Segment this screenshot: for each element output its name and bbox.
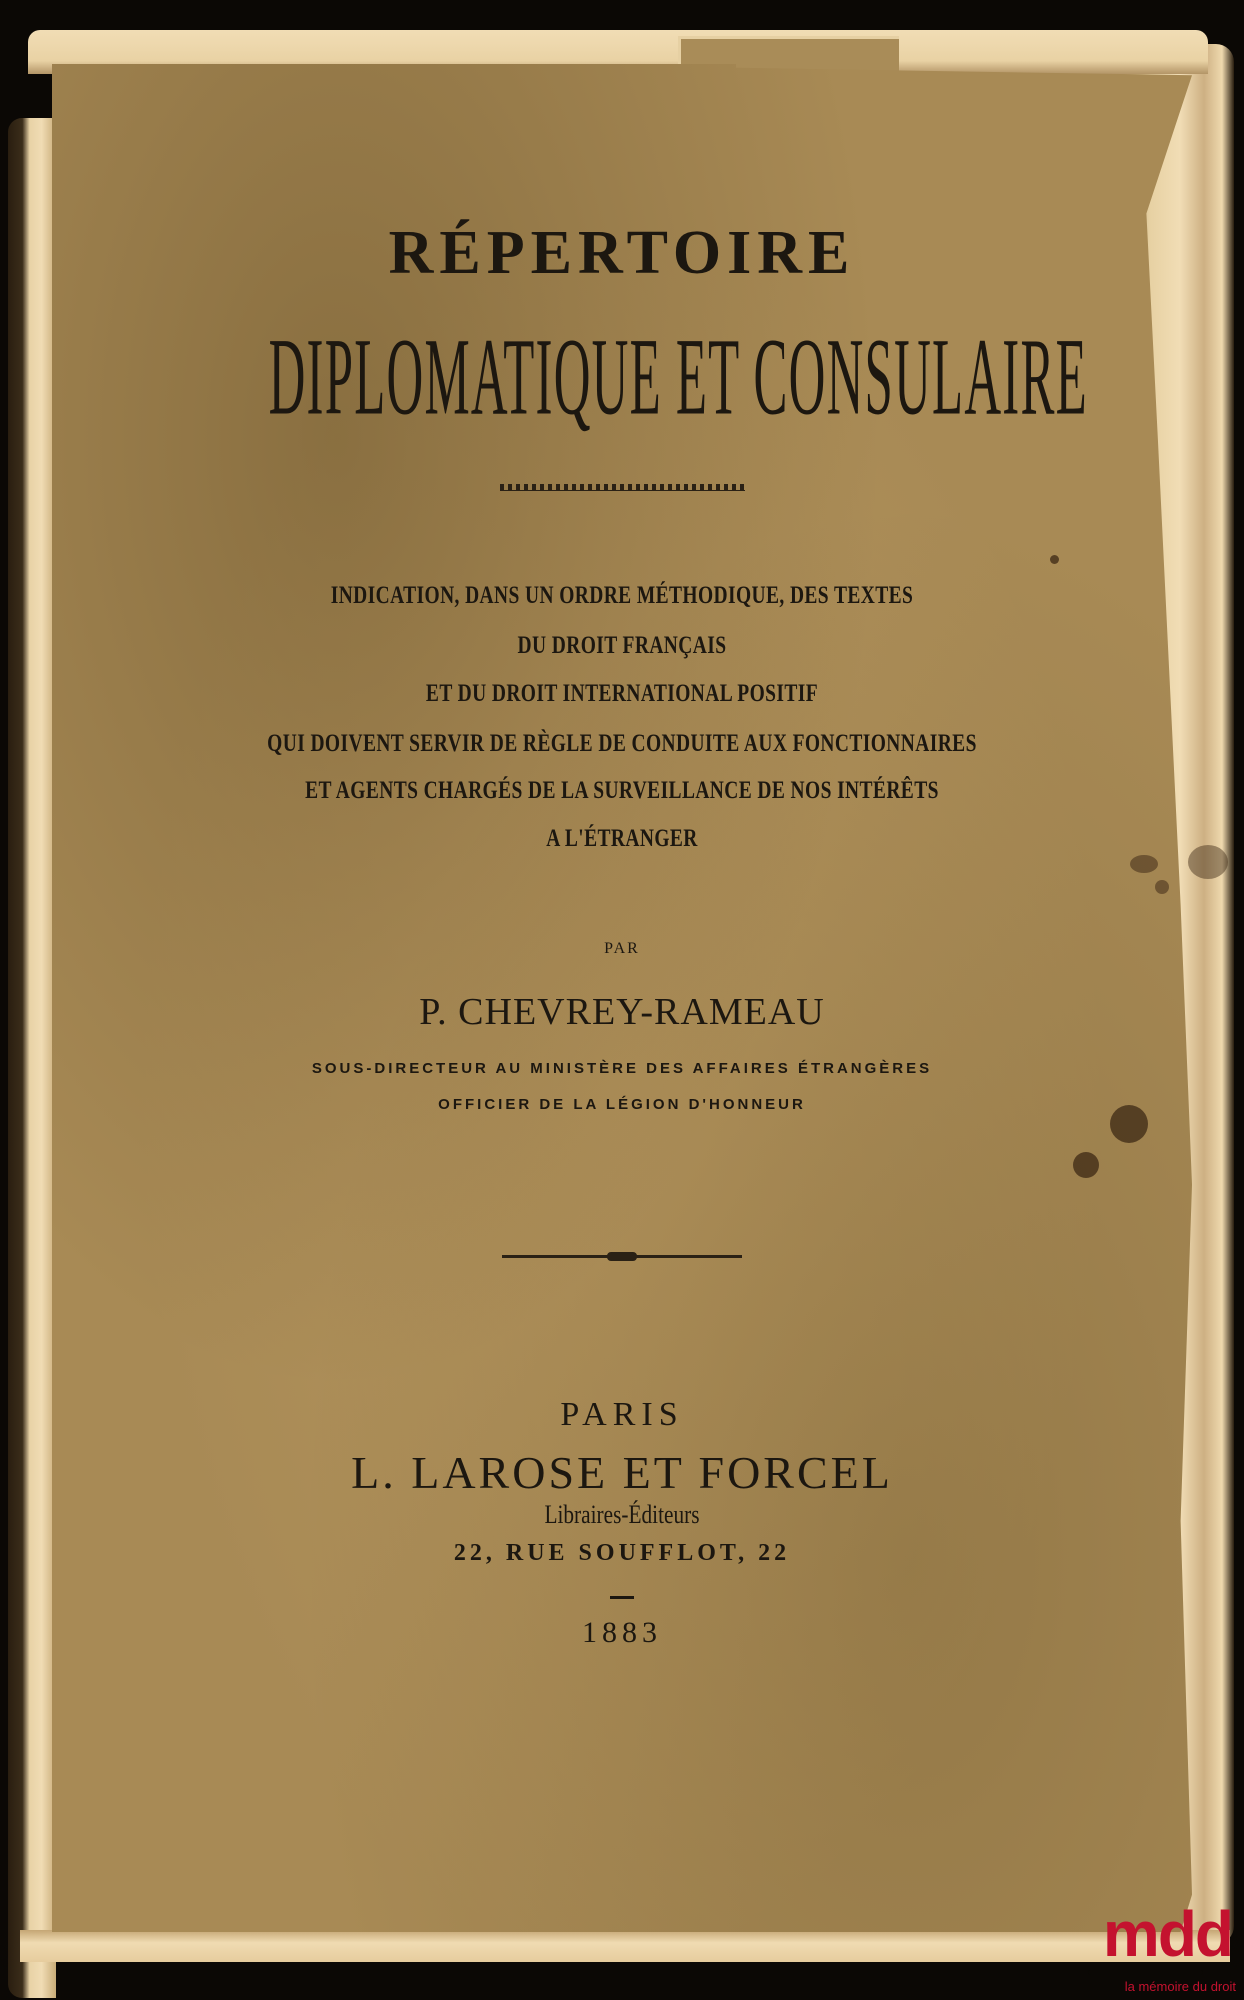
author-title: OFFICIER DE LA LÉGION D'HONNEUR xyxy=(438,1096,806,1113)
title-line-2-text: DIPLOMATIQUE ET CONSULAIRE xyxy=(268,314,1088,438)
stain-mark xyxy=(1188,845,1228,879)
author-title: SOUS-DIRECTEUR AU MINISTÈRE DES AFFAIRES ÉTRANGÈRES xyxy=(311,1060,933,1077)
stain-mark xyxy=(1130,855,1158,873)
short-dash-divider xyxy=(52,1596,1192,1599)
publisher-address: 22, RUE SOUFFLOT, 22 xyxy=(453,1540,791,1566)
title-line-1: RÉPERTOIRE xyxy=(388,219,856,287)
stain-mark xyxy=(1155,880,1169,894)
subtitle-line: ET AGENTS CHARGÉS DE LA SURVEILLANCE DE NOS INTÉRÊTS xyxy=(305,777,939,804)
subtitle-line: QUI DOIVENT SERVIR DE RÈGLE DE CONDUITE AUX FONCTIONNAIRES xyxy=(267,730,977,757)
by-label: PAR xyxy=(604,940,640,957)
author-name: P. CHEVREY-RAMEAU xyxy=(419,991,825,1033)
wavy-divider xyxy=(52,484,1192,494)
publisher-role: Libraires-Éditeurs xyxy=(544,1500,700,1529)
page-edges-left xyxy=(8,118,56,1998)
mdd-logo-mark: mdd xyxy=(1102,1898,1232,1970)
title-line-2 xyxy=(268,314,1088,438)
stain-mark xyxy=(1073,1152,1099,1178)
mdd-logo-text: la mémoire du droit xyxy=(1124,1979,1236,1994)
stain-mark xyxy=(1050,555,1059,564)
mdd-watermark-logo xyxy=(1078,1896,1238,1996)
subtitle-line: DU DROIT FRANÇAIS xyxy=(517,632,727,659)
subtitle-line: A L'ÉTRANGER xyxy=(546,825,698,852)
publisher-name: L. LAROSE ET FORCEL xyxy=(351,1447,893,1498)
subtitle-line: INDICATION, DANS UN ORDRE MÉTHODIQUE, DES TEXTES xyxy=(330,582,914,609)
publication-city: PARIS xyxy=(560,1396,684,1433)
ornamental-divider xyxy=(52,1255,1192,1263)
subtitle-line: ET DU DROIT INTERNATIONAL POSITIF xyxy=(425,680,819,707)
publication-year: 1883 xyxy=(582,1616,662,1649)
page-edges-bottom xyxy=(20,1930,1230,1962)
logo-underline xyxy=(1088,1970,1203,1975)
